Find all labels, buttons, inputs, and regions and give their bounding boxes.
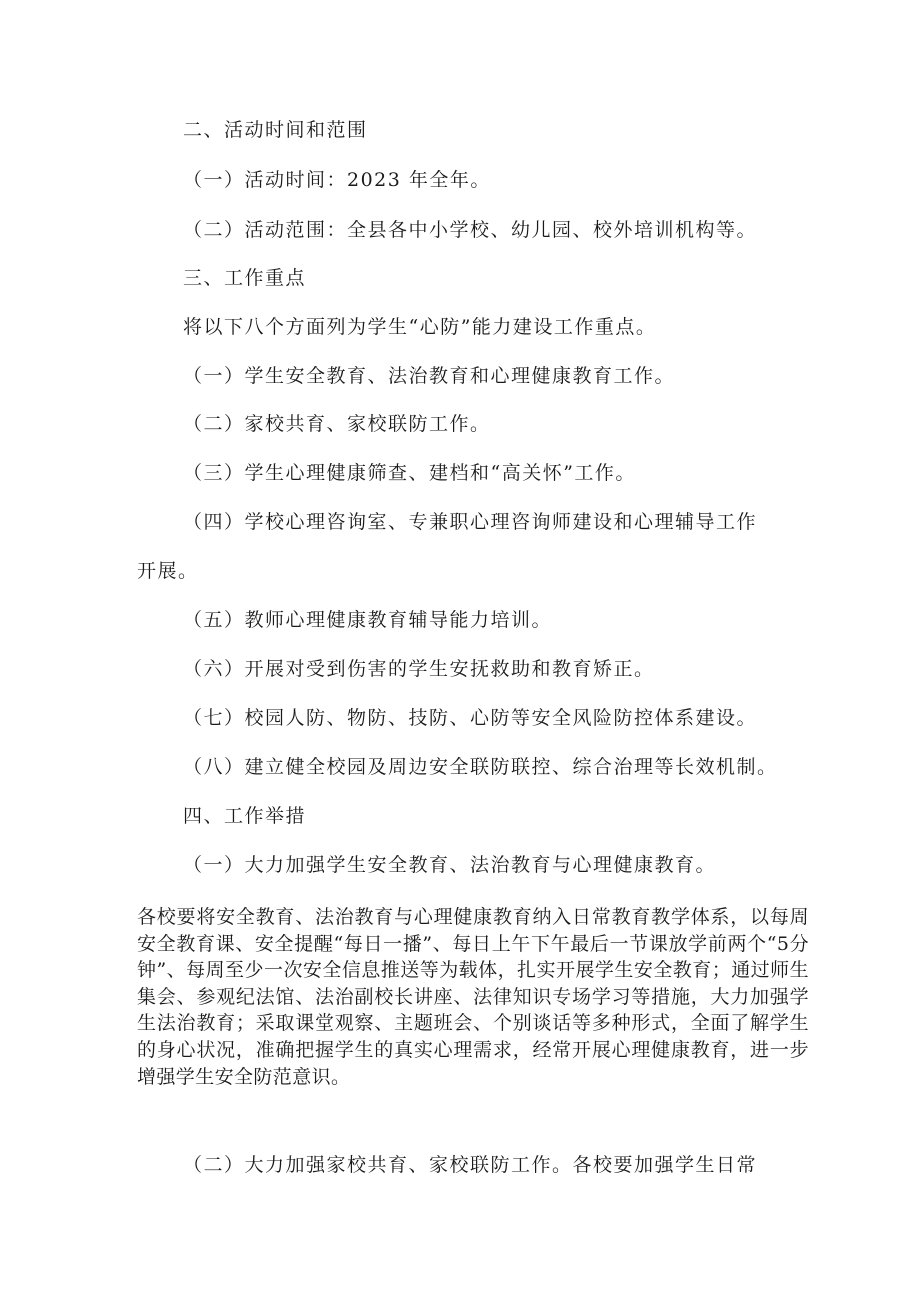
- section-2-item-2: （二）活动范围：全县各中小学校、幼儿园、校外培训机构等。: [183, 219, 758, 241]
- section-3-heading: 三、工作重点: [183, 267, 307, 289]
- section-3-item-8: （八）建立健全校园及周边安全联防联控、综合治理等长效机制。: [183, 756, 778, 778]
- section-4-item-1-title: （一）大力加强学生安全教育、法治教育与心理健康教育。: [183, 854, 717, 876]
- section-3-item-7: （七）校园人防、物防、技防、心防等安全风险防控体系建设。: [183, 707, 758, 729]
- section-3-item-1: （一）学生安全教育、法治教育和心理健康教育工作。: [183, 365, 676, 387]
- section-4-item-2-start: （二）大力加强家校共育、家校联防工作。各校要加强学生日常: [183, 1154, 758, 1176]
- section-3-item-5: （五）教师心理健康教育辅导能力培训。: [183, 609, 553, 631]
- section-4-heading: 四、工作举措: [183, 805, 307, 827]
- section-2-heading: 二、活动时间和范围: [183, 119, 368, 141]
- section-3-intro: 将以下八个方面列为学生“心防”能力建设工作重点。: [183, 316, 657, 338]
- section-3-item-6: （六）开展对受到伤害的学生安抚救助和教育矫正。: [183, 658, 655, 680]
- section-2-item-1: （一）活动时间：2023 年全年。: [183, 169, 491, 191]
- section-3-item-3: （三）学生心理健康筛查、建档和“高关怀”工作。: [183, 462, 636, 484]
- section-3-item-4-line-2: 开展。: [137, 560, 199, 582]
- section-3-item-4-line-1: （四）学校心理咨询室、专兼职心理咨询师建设和心理辅导工作: [183, 511, 758, 533]
- section-3-item-2: （二）家校共育、家校联防工作。: [183, 413, 491, 435]
- section-4-item-1-body: 各校要将安全教育、法治教育与心理健康教育纳入日常教育教学体系，以每周安全教育课、安全提醒“每日一播”、每日上午下午最后一节课放学前两个“5分钟”、每周至少一次安全信息推送等为载体，扎实开展学生安全教育；通过师生集会、参观纪法馆、法治副校长讲座、法律知识专场学习等措施，大力加强学生法治教育；采取课堂观察、主题班会、个别谈话等多种形式，全面了解学生的身心状况，准确把握学生的真实心理需求，经常开展心理健康教育，进一步增强学生安全防范意识。: [137, 906, 809, 1088]
